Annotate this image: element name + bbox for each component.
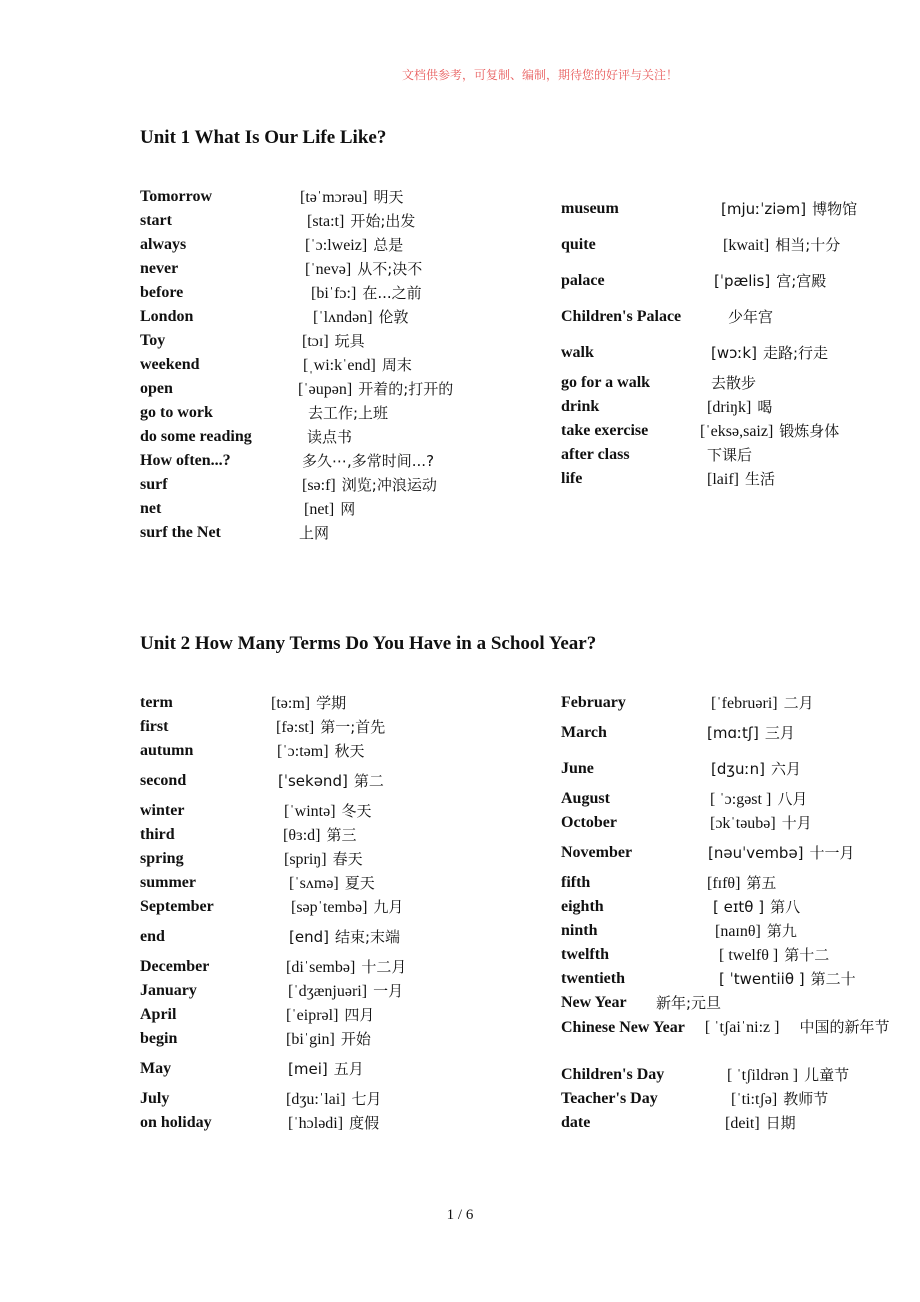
vocab-entry <box>561 299 920 335</box>
vocab-word: surf the Net <box>140 524 221 541</box>
vocab-meaning: 少年宫 <box>728 308 774 326</box>
vocab-meaning: 生活 <box>744 470 775 488</box>
vocab-word: Chinese New Year <box>561 1019 685 1036</box>
vocab-word: weekend <box>140 356 200 373</box>
vocab-meaning: 二月 <box>783 694 814 712</box>
vocab-meaning: 儿童节 <box>804 1066 850 1084</box>
vocab-word: first <box>140 718 169 735</box>
vocab-entry <box>140 257 510 281</box>
vocab-entry <box>140 1027 510 1051</box>
vocab-word: after class <box>561 446 630 463</box>
vocab-phonetic: [nəuˈvembə] <box>708 844 804 862</box>
vocab-phonetic: [mɑːtʃ] <box>707 724 759 742</box>
vocab-meaning: 锻炼身体 <box>779 422 840 440</box>
vocab-word: eighth <box>561 898 604 915</box>
unit-1-title: Unit 1 What Is Our Life Like? <box>140 127 387 148</box>
vocab-entry <box>140 377 510 401</box>
vocab-entry <box>140 799 510 823</box>
watermark-text: 文档供参考，可复制、编制，期待您的好评与关注！ <box>401 68 678 82</box>
vocab-word: quite <box>561 236 596 253</box>
vocab-meaning: 开着的;打开的 <box>358 380 454 398</box>
vocab-phonetic: [ɔkˈtəubə] <box>710 815 776 832</box>
vocab-entry <box>561 787 920 811</box>
vocab-word: Children's Palace <box>561 308 682 325</box>
vocab-phonetic: [biˈfɔ:] <box>311 285 357 302</box>
vocab-entry <box>140 823 510 847</box>
vocab-entry <box>140 955 510 979</box>
vocab-word: February <box>561 694 626 711</box>
vocab-word: ninth <box>561 922 598 939</box>
vocab-entry <box>140 425 510 449</box>
vocab-entry <box>140 401 510 425</box>
vocab-word: summer <box>140 874 196 891</box>
vocab-entry <box>140 847 510 871</box>
unit-1-left-vocab-list <box>140 185 510 545</box>
vocab-meaning: 第八 <box>770 898 801 916</box>
vocab-word: spring <box>140 850 184 867</box>
vocab-meaning: 七月 <box>351 1090 382 1108</box>
vocab-phonetic: [ˈeksə,saiz] <box>700 423 774 440</box>
vocab-phonetic: [ˌwi:kˈend] <box>303 357 376 374</box>
vocab-phonetic: [biˈgin] <box>286 1031 335 1048</box>
vocab-phonetic: [ eɪtθ ] <box>713 898 765 916</box>
vocab-word: second <box>140 772 187 789</box>
vocab-entry <box>140 895 510 919</box>
vocab-meaning: 从不;决不 <box>357 260 423 278</box>
vocab-entry <box>140 329 510 353</box>
vocab-word: start <box>140 212 172 229</box>
vocab-entry <box>140 1003 510 1027</box>
vocab-entry <box>561 263 920 299</box>
vocab-word: net <box>140 500 162 517</box>
vocab-word: fifth <box>561 874 591 891</box>
vocab-entry <box>561 1111 920 1135</box>
vocab-phonetic: [ˈwintə] <box>284 803 336 820</box>
vocab-word: August <box>561 790 610 807</box>
vocab-phonetic: [ˈɔ:təm] <box>277 743 329 760</box>
unit-2-title: Unit 2 How Many Terms Do You Have in a School Year? <box>140 633 597 654</box>
vocab-entry <box>561 395 920 419</box>
vocab-entry <box>561 467 920 491</box>
vocab-entry <box>140 449 510 473</box>
vocab-word: end <box>140 928 165 945</box>
vocab-entry <box>561 751 920 787</box>
vocab-meaning: 相当;十分 <box>775 236 841 254</box>
vocab-word: January <box>140 982 197 999</box>
vocab-meaning: 度假 <box>349 1114 380 1132</box>
vocab-meaning: 十月 <box>781 814 812 832</box>
vocab-word: open <box>140 380 173 397</box>
vocab-phonetic: [θɜ:d] <box>283 827 321 844</box>
vocab-word: begin <box>140 1030 178 1047</box>
vocab-word: March <box>561 724 607 741</box>
vocab-phonetic: [diˈsembə] <box>286 959 356 976</box>
vocab-entry <box>140 763 510 799</box>
vocab-entry <box>140 209 510 233</box>
vocab-phonetic: [dʒu:ˈlai] <box>286 1091 346 1108</box>
vocab-phonetic: [driŋk] <box>707 399 752 416</box>
vocab-entry <box>140 353 510 377</box>
vocab-meaning: 六月 <box>770 760 801 778</box>
unit-2-right-vocab-list <box>561 691 920 1135</box>
vocab-entry <box>561 191 920 227</box>
vocab-phonetic: [ˈsʌmə] <box>289 875 339 892</box>
vocab-phonetic: [ˈlʌndən] <box>313 309 373 326</box>
vocab-phonetic: [ˈhɔlədi] <box>288 1115 344 1132</box>
vocab-word: never <box>140 260 179 277</box>
vocab-word: go for a walk <box>561 374 651 391</box>
vocab-meaning: 十一月 <box>809 844 855 862</box>
vocab-phonetic: [ˈeiprəl] <box>286 1007 339 1024</box>
vocab-entry <box>561 1087 920 1111</box>
vocab-entry <box>140 1051 510 1087</box>
vocab-meaning: 玩具 <box>334 332 365 350</box>
vocab-phonetic: [deit] <box>725 1115 760 1132</box>
vocab-word: winter <box>140 802 185 819</box>
vocab-phonetic: [ ˈtwentiiθ ] <box>719 970 805 988</box>
vocab-word: go to work <box>140 404 213 421</box>
vocab-meaning: 第二 <box>353 772 384 790</box>
vocab-entry <box>561 715 920 751</box>
vocab-entry <box>561 835 920 871</box>
vocab-meaning: 新年;元旦 <box>656 994 722 1012</box>
vocab-meaning: 宫;宫殿 <box>776 272 827 290</box>
vocab-word: Toy <box>140 332 166 349</box>
unit-2-left-vocab-list <box>140 691 510 1135</box>
vocab-entry <box>561 991 920 1015</box>
vocab-word: November <box>561 844 633 861</box>
vocab-phonetic: [ ˈtʃaiˈni:z ] <box>704 1019 780 1036</box>
vocab-entry <box>561 227 920 263</box>
vocab-word: Children's Day <box>561 1066 665 1083</box>
vocab-word: third <box>140 826 175 843</box>
vocab-meaning: 下课后 <box>707 446 753 464</box>
vocab-meaning: 教师节 <box>783 1090 829 1108</box>
vocab-meaning: 结束;末端 <box>334 928 401 946</box>
vocab-word: Tomorrow <box>140 188 212 205</box>
vocab-meaning: 网 <box>340 500 356 518</box>
vocab-word: June <box>561 760 594 777</box>
vocab-meaning: 多久⋯,多常时间...? <box>302 452 435 470</box>
vocab-meaning: 总是 <box>373 236 404 254</box>
vocab-meaning: 十二月 <box>361 958 407 976</box>
vocab-entry <box>561 691 920 715</box>
vocab-entry <box>140 691 510 715</box>
unit-1-right-vocab-list <box>561 191 920 491</box>
vocab-word: palace <box>561 272 605 289</box>
page-number: 1 / 6 <box>446 1207 474 1223</box>
vocab-phonetic: [fə:st] <box>276 719 315 736</box>
vocab-word: twelfth <box>561 946 609 963</box>
vocab-word: do some reading <box>140 428 252 445</box>
vocab-word: drink <box>561 398 600 415</box>
vocab-phonetic: [ˈsekənd] <box>278 772 348 790</box>
vocab-entry <box>561 871 920 895</box>
vocab-word: Teacher's Day <box>561 1090 658 1107</box>
vocab-entry <box>561 335 920 371</box>
vocab-meaning: 三月 <box>764 724 795 742</box>
vocab-entry <box>140 1087 510 1111</box>
vocab-entry <box>140 739 510 763</box>
vocab-meaning: 去散步 <box>711 374 757 392</box>
vocab-meaning: 开始 <box>340 1030 371 1048</box>
vocab-phonetic: [laif] <box>707 471 739 488</box>
vocab-meaning: 第十二 <box>784 946 830 964</box>
vocab-word: September <box>140 898 214 915</box>
vocab-phonetic: [naɪnθ] <box>715 923 761 940</box>
vocab-phonetic: [ˈti:tʃə] <box>731 1091 778 1108</box>
vocab-entry <box>140 715 510 739</box>
vocab-phonetic: [ twelfθ ] <box>719 947 779 964</box>
vocab-entry <box>561 443 920 467</box>
vocab-meaning: 日期 <box>765 1114 796 1132</box>
vocab-phonetic: [tə:m] <box>271 695 311 712</box>
vocab-word: London <box>140 308 194 325</box>
vocab-entry <box>140 473 510 497</box>
vocab-phonetic: [ˈfebruəri] <box>711 695 778 712</box>
vocab-phonetic: [ˈpælis] <box>714 272 771 290</box>
vocab-meaning: 走路;行走 <box>762 344 829 362</box>
vocab-entry <box>561 943 920 967</box>
vocab-word: walk <box>561 344 594 361</box>
vocab-entry <box>140 1111 510 1135</box>
vocab-word: museum <box>561 200 619 217</box>
vocab-meaning: 第一;首先 <box>320 718 386 736</box>
vocab-word: date <box>561 1114 591 1131</box>
vocab-entry <box>561 419 920 443</box>
vocab-entry <box>561 1015 920 1063</box>
vocab-phonetic: [ˈəupən] <box>298 381 353 398</box>
vocab-word: New Year <box>561 994 627 1011</box>
vocab-word: on holiday <box>140 1114 212 1131</box>
vocab-meaning: 冬天 <box>341 802 372 820</box>
vocab-phonetic: [ˈɔ:lweiz] <box>305 237 368 254</box>
vocab-meaning: 秋天 <box>334 742 365 760</box>
vocab-phonetic: [sə:f] <box>302 477 336 494</box>
vocab-entry <box>561 967 920 991</box>
vocab-entry <box>561 919 920 943</box>
vocab-phonetic: [end] <box>289 928 329 946</box>
vocab-word: April <box>140 1006 177 1023</box>
vocab-word: October <box>561 814 617 831</box>
vocab-meaning: 上网 <box>299 524 330 542</box>
vocab-word: life <box>561 470 583 487</box>
vocab-meaning: 第三 <box>326 826 357 844</box>
vocab-meaning: 夏天 <box>344 874 375 892</box>
vocab-meaning: 伦敦 <box>378 308 409 326</box>
vocab-meaning: 明天 <box>373 188 404 206</box>
vocab-meaning: 读点书 <box>307 428 353 446</box>
vocab-meaning: 浏览;冲浪运动 <box>341 476 437 494</box>
vocab-word: before <box>140 284 184 301</box>
vocab-meaning: 开始;出发 <box>350 212 416 230</box>
vocab-phonetic: [net] <box>304 501 335 518</box>
vocab-phonetic: [wɔːk] <box>711 344 757 362</box>
vocab-phonetic: [ ˈɔ:gəst ] <box>710 791 772 808</box>
vocab-phonetic: [mei] <box>288 1060 328 1078</box>
vocab-meaning: 一月 <box>373 982 404 1000</box>
vocab-word: take exercise <box>561 422 649 439</box>
vocab-phonetic: [kwait] <box>723 237 770 254</box>
vocab-word: autumn <box>140 742 194 759</box>
vocab-meaning: 八月 <box>777 790 808 808</box>
vocab-phonetic: [səpˈtembə] <box>291 899 368 916</box>
vocab-phonetic: [fɪfθ] <box>707 875 741 892</box>
vocab-phonetic: [dʒuːn] <box>711 760 765 778</box>
vocab-meaning: 九月 <box>373 898 404 916</box>
vocab-entry <box>561 895 920 919</box>
vocab-meaning: 在...之前 <box>362 284 422 302</box>
vocab-phonetic: [spriŋ] <box>284 851 327 868</box>
vocab-word: always <box>140 236 187 253</box>
vocab-meaning: 第九 <box>766 922 797 940</box>
vocab-phonetic: [sta:t] <box>307 213 345 230</box>
vocab-entry <box>140 185 510 209</box>
vocab-entry <box>140 871 510 895</box>
vocab-entry <box>140 919 510 955</box>
vocab-meaning: 春天 <box>332 850 363 868</box>
vocab-entry <box>561 811 920 835</box>
vocab-meaning: 第五 <box>746 874 777 892</box>
vocab-word: twentieth <box>561 970 625 987</box>
vocab-word: July <box>140 1090 170 1107</box>
vocab-meaning: 去工作;上班 <box>308 404 389 422</box>
vocab-meaning: 喝 <box>757 398 773 416</box>
vocab-meaning: 中国的新年节 <box>799 1018 890 1036</box>
vocab-word: How often...? <box>140 452 231 469</box>
vocab-word: term <box>140 694 173 711</box>
vocab-entry <box>561 371 920 395</box>
vocab-entry <box>561 1063 920 1087</box>
vocab-phonetic: [ˈnevə] <box>305 261 352 278</box>
vocab-phonetic: [ˈdʒænjuəri] <box>288 983 368 1000</box>
vocab-word: December <box>140 958 210 975</box>
vocab-meaning: 周末 <box>381 356 412 374</box>
vocab-meaning: 第二十 <box>810 970 856 988</box>
vocab-entry <box>140 979 510 1003</box>
vocab-meaning: 学期 <box>316 694 347 712</box>
vocab-meaning: 博物馆 <box>812 200 858 218</box>
vocab-phonetic: [ ˈtʃildrən ] <box>727 1067 799 1084</box>
vocab-meaning: 五月 <box>333 1060 364 1078</box>
vocab-phonetic: [mjuːˈziəm] <box>721 200 807 218</box>
vocab-phonetic: [tɔɪ] <box>302 333 329 350</box>
vocab-entry <box>140 521 510 545</box>
vocab-phonetic: [təˈmɔrəu] <box>300 189 368 206</box>
vocab-entry <box>140 305 510 329</box>
vocab-meaning: 四月 <box>344 1006 375 1024</box>
vocab-entry <box>140 497 510 521</box>
vocab-word: May <box>140 1060 172 1077</box>
vocab-entry <box>140 233 510 257</box>
vocab-entry <box>140 281 510 305</box>
vocab-word: surf <box>140 476 168 493</box>
